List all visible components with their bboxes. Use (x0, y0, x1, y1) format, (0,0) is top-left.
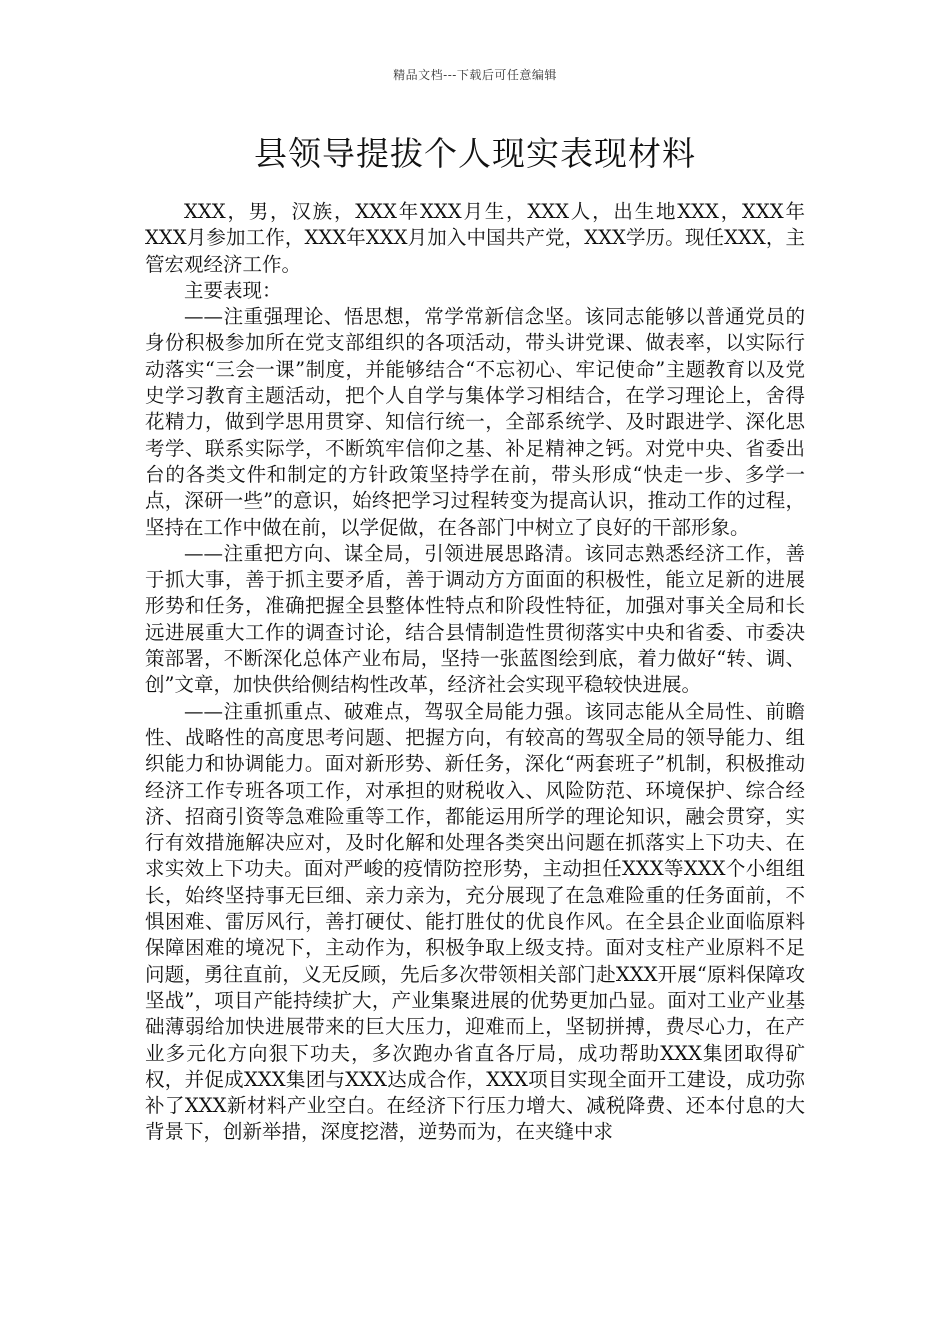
paragraph-intro: XXX，男，汉族，XXX年XXX月生，XXX人，出生地XXX，XXX年XXX月参加工作，XXX年XXX月加入中国共产党，XXX学历。现任XXX，主管宏观经济工作。 (145, 200, 805, 276)
paragraph-key-points: ——注重抓重点、破难点，驾驭全局能力强。该同志能从全局性、前瞻性、战略性的高度思考问题、把握方向，有较高的驾驭全局的领导能力、组织能力和协调能力。面对新形势、新任务，深化“两套班子”机制，积极推动经济工作专班各项工作，对承担的财税收入、风险防范、环境保护、综合经济、招商引资等急难险重等工作，都能运用所学的理论知识，融会贯穿，实行有效措施解决应对，及时化解和处理各类突出问题在抓落实上下功夫、在求实效上下功夫。面对严峻的疫情防控形势，主动担任XXX等XXX个小组组长，始终坚持事无巨细、亲力亲为，充分展现了在急难险重的任务面前，不惧困难、雷厉风行，善打硬仗、能打胜仗的优良作风。在全县企业面临原料保障困难的境况下，主动作为，积极争取上级支持。面对支柱产业原料不足问题，勇往直前，义无反顾，先后多次带领相关部门赴XXX开展“原料保障攻坚战”，项目产能持续扩大，产业集聚进展的优势更加凸显。面对工业产业基础薄弱给加快进展带来的巨大压力，迎难而上，坚韧拼搏，费尽心力，在产业多元化方向狠下功夫，多次跑办省直各厅局，成功帮助XXX集团取得矿权，并促成XXX集团与XXX达成合作，XXX项目实现全面开工建设，成功弥补了XXX新材料产业空白。在经济下行压力增大、减税降费、还本付息的大背景下，创新举措，深度挖潜，逆势而为，在夹缝中求 (145, 699, 805, 1144)
document-title: 县领导提拔个人现实表现材料 (254, 134, 696, 173)
paragraph-theory: ——注重强理论、悟思想，常学常新信念坚。该同志能够以普通党员的身份积极参加所在党支部组织的各项活动，带头讲党课、做表率，以实际行动落实“三会一课”制度，并能够结合“不忘初心、牢记使命”主题教育以及党史学习教育主题活动，把个人自学与集体学习相结合，在学习理论上，舍得花精力，做到学思用贯穿、知信行统一，全部系统学、及时跟进学、深化思考学、联系实际学，不断筑牢信仰之基、补足精神之钙。对党中央、省委出台的各类文件和制定的方针政策坚持学在前，带头形成“快走一步、多学一点，深研一些”的意识，始终把学习过程转变为提高认识，推动工作的过程，坚持在工作中做在前，以学促做，在各部门中树立了良好的干部形象。 (145, 305, 805, 539)
paragraph-direction: ——注重把方向、谋全局，引领进展思路清。该同志熟悉经济工作，善于抓大事，善于抓主要矛盾，善于调动方方面面的积极性，能立足新的进展形势和任务，准确把握全县整体性特点和阶段性特征，加强对事关全局和长远进展重大工作的调查讨论，结合县情制造性贯彻落实中央和省委、市委决策部署，不断深化总体产业布局，坚持一张蓝图绘到底，着力做好“转、调、创”文章，加快供给侧结构性改革，经济社会实现平稳较快进展。 (145, 541, 805, 697)
document-body (145, 199, 805, 1146)
paragraph-main-performance: 主要表现： (184, 278, 282, 302)
header-note: 精品文档---下载后可任意编辑 (393, 68, 557, 82)
